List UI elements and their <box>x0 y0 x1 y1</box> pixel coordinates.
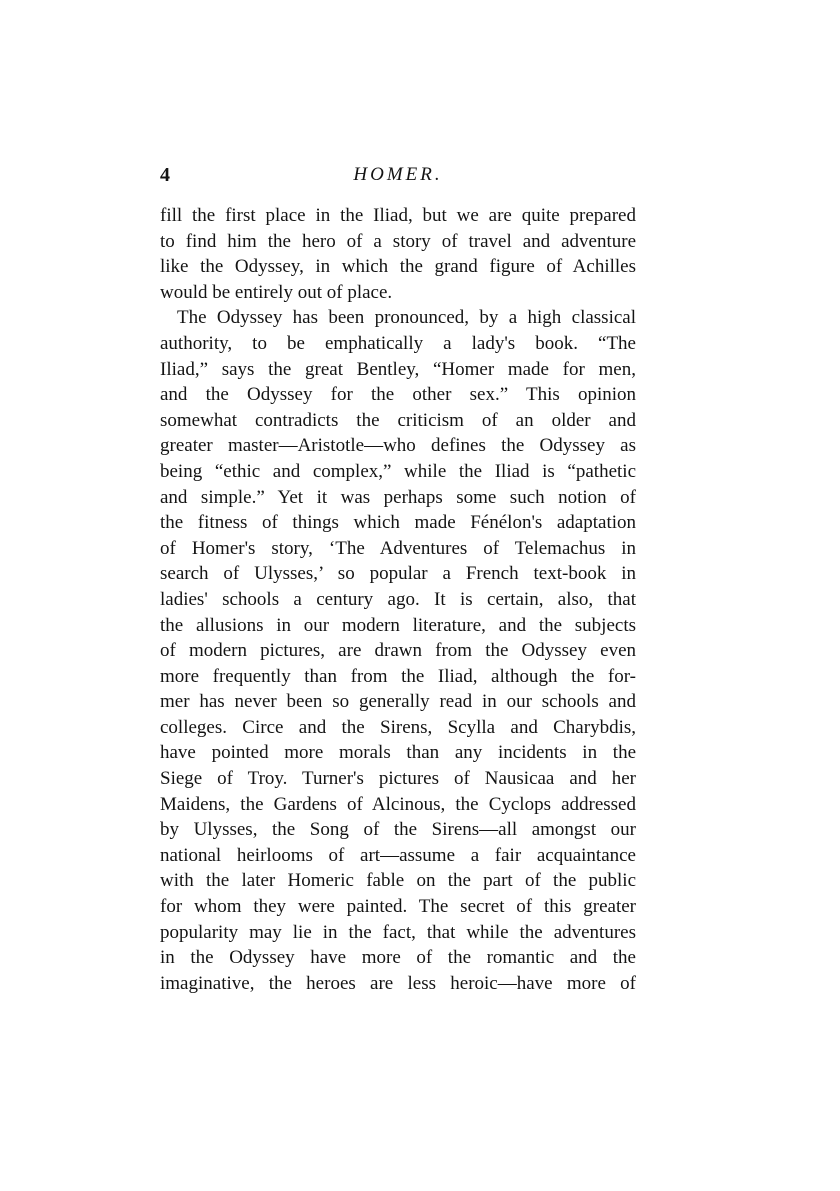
text-line: would be entirely out of place. <box>160 281 393 303</box>
text-line: imaginative, the heroes are less heroic—have more of <box>160 972 636 994</box>
text-line: of modern pictures, are drawn from the Odyssey even <box>160 640 636 662</box>
text-line: the fitness of things which made Fénélon's adaptation <box>160 512 636 534</box>
text-line: by Ulysses, the Song of the Sirens—all amongst our <box>160 819 636 841</box>
text-line: The Odyssey has been pronounced, by a high classical <box>177 307 636 329</box>
text-line: search of Ulysses,’ so popular a French text-book in <box>160 563 636 585</box>
text-line: and the Odyssey for the other sex.” This opinion <box>160 384 636 406</box>
text-line: Siege of Troy. Turner's pictures of Nausicaa and her <box>160 768 636 790</box>
text-line: with the later Homeric fable on the part of the public <box>160 870 636 892</box>
text-line: fill the first place in the Iliad, but we are quite prepared <box>160 205 636 226</box>
text-line: like the Odyssey, in which the grand figure of Achilles <box>160 256 636 278</box>
text-line: more frequently than from the Iliad, although the for- <box>160 665 636 687</box>
text-line: being “ethic and complex,” while the Iliad is “pathetic <box>160 460 636 482</box>
text-line: ladies' schools a century ago. It is certain, also, that <box>160 588 636 610</box>
text-line: greater master—Aristotle—who defines the Odyssey as <box>160 435 636 457</box>
text-line: popularity may lie in the fact, that while the adventures <box>160 921 636 943</box>
page-header <box>160 160 636 190</box>
text-line: in the Odyssey have more of the romantic and the <box>160 947 636 969</box>
text-line: for whom they were painted. The secret of this greater <box>160 896 636 918</box>
text-line: national heirlooms of art—assume a fair acquaintance <box>160 844 636 866</box>
text-line: somewhat contradicts the criticism of an older and <box>160 409 636 431</box>
body-text <box>160 203 636 996</box>
page-number: 4 <box>160 164 170 186</box>
text-line: Iliad,” says the great Bentley, “Homer made for men, <box>160 358 636 380</box>
text-line: the allusions in our modern literature, and the subjects <box>160 614 636 636</box>
text-line: mer has never been so generally read in our schools and <box>160 691 636 713</box>
text-line: Maidens, the Gardens of Alcinous, the Cyclops addressed <box>160 793 636 815</box>
paragraph <box>160 203 636 305</box>
running-head: HOMER. <box>353 164 443 185</box>
text-line: have pointed more morals than any incidents in the <box>160 742 636 764</box>
text-line: authority, to be emphatically a lady's book. “The <box>160 332 636 354</box>
paragraph <box>160 305 636 996</box>
text-line: to find him the hero of a story of travel and adventure <box>160 230 636 252</box>
text-line: of Homer's story, ‘The Adventures of Telemachus in <box>160 537 636 559</box>
text-line: and simple.” Yet it was perhaps some such notion of <box>160 486 636 508</box>
text-line: colleges. Circe and the Sirens, Scylla and Charybdis, <box>160 716 636 738</box>
